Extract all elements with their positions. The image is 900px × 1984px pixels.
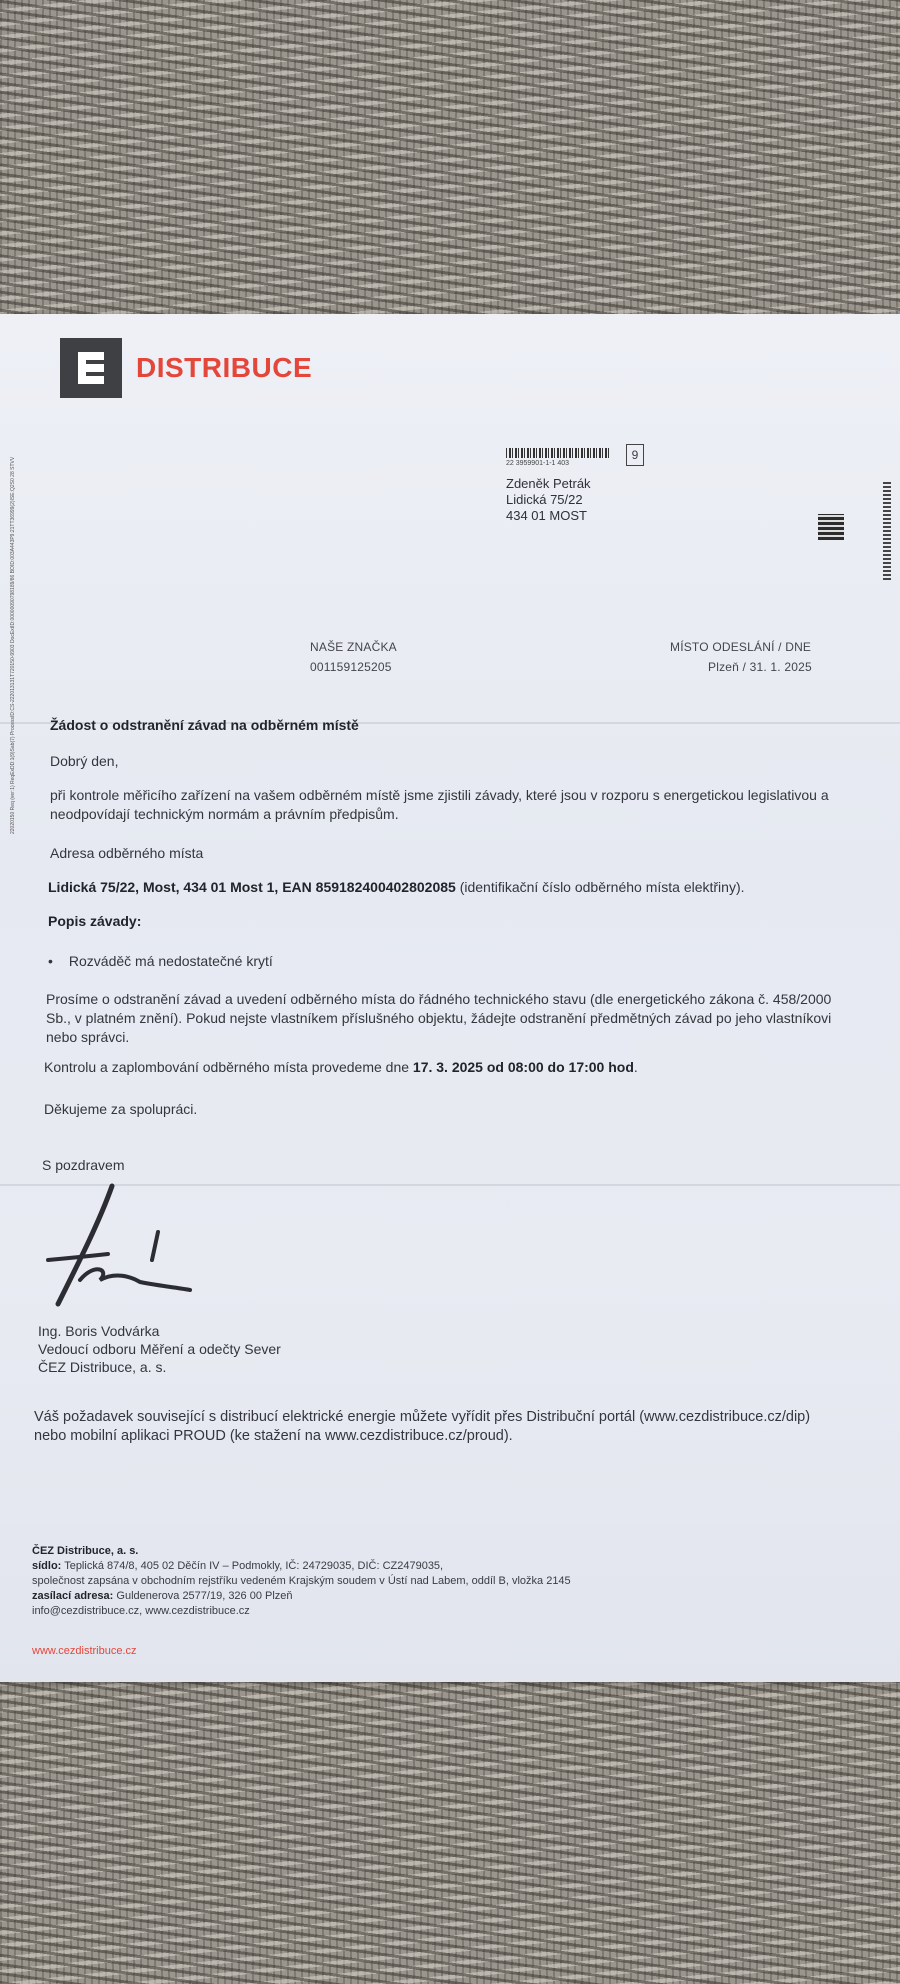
letter-subject: Žádost o odstranění závad na odběrném místě <box>50 717 359 733</box>
footer-company: ČEZ Distribuce, a. s. <box>32 1545 139 1557</box>
datamatrix-strip <box>883 480 891 580</box>
address-bold: Lidická 75/22, Most, 434 01 Most 1, EAN 859182400402802085 <box>48 879 456 895</box>
footer-contacts: info@cezdistribuce.cz, www.cezdistribuce.cz <box>32 1605 250 1617</box>
greeting: Dobrý den, <box>50 753 119 769</box>
logo-wordmark: DISTRIBUCE <box>136 352 313 383</box>
thanks: Děkujeme za spolupráci. <box>44 1101 198 1117</box>
footer-website: www.cezdistribuce.cz <box>32 1645 137 1657</box>
closing: S pozdravem <box>42 1157 125 1173</box>
footer-mail-label: zasílací adresa: <box>32 1590 114 1602</box>
request-paragraph: Prosíme o odstranění závad a uvedení odběrného místa do řádného technického stavu (dle energetického zákona č. 458/2000 Sb., v platném znění). Pokud nejste vlastníkem příslušného objektu, žádejte odstranění předmětných závad po jeho vlastníkovi nebo správci. <box>46 991 832 1045</box>
signer-role: Vedoucí odboru Měření a odečty Sever <box>38 1341 281 1357</box>
page-number-box: 9 <box>626 444 644 466</box>
barcode-number: 22 3959901-1-1 403 <box>506 460 570 467</box>
address-note: (identifikační číslo odběrného místa elektřiny). <box>455 879 745 895</box>
signer-company: ČEZ Distribuce, a. s. <box>38 1359 167 1375</box>
control-text: Kontrolu a zaplombování odběrného místa provedeme dne <box>44 1059 413 1075</box>
address-heading: Adresa odběrného místa <box>50 845 204 861</box>
footer-seat-line <box>32 1559 852 1574</box>
control-end: . <box>633 1059 638 1075</box>
defects-heading: Popis závady: <box>48 913 142 929</box>
footer-registry: společnost zapsána v obchodním rejstříku vedeném Krajským soudem v Ústí nad Labem, oddíl B, vložka 2145 <box>32 1575 571 1587</box>
company-footer <box>32 1544 852 1619</box>
signer-block <box>38 1322 281 1376</box>
side-tracking-text: 22020150 Req (ver:1) ReqExDD:1(9)Sab(7) ProcessID:CS-222013131T720150-9903 DocExtID:00000090798189/86 BOID:003A443P9:21TT36999(2)ISE:Q2S0 28 STVV <box>10 456 16 834</box>
our-ref-value: 001159125205 <box>310 660 392 674</box>
letter-sheet <box>0 314 900 1682</box>
our-ref-label: NAŠE ZNAČKA <box>310 640 397 654</box>
footer-seat: Teplická 874/8, 405 02 Děčín IV – Podmokly, IČ: 24729035, DIČ: CZ2479035, <box>61 1560 444 1572</box>
footer-mail-line <box>32 1589 852 1604</box>
signer-name: Ing. Boris Vodvárka <box>38 1323 160 1339</box>
defect-list-item <box>48 952 273 971</box>
intro-paragraph: při kontrole měřicího zařízení na vašem odběrném místě jsme zjistili závady, které jsou v rozporu s energetickou legislativou a neodpovídají technickým normám a právním předpisům. <box>50 787 829 822</box>
recipient-name: Zdeněk Petrák <box>506 476 591 491</box>
footer-mail: Guldenerova 2577/19, 326 00 Plzeň <box>113 1590 293 1602</box>
recipient-city: 434 01 MOST <box>506 508 587 523</box>
footer-seat-label: sídlo: <box>32 1560 62 1572</box>
postal-barcode <box>506 448 610 458</box>
portal-paragraph: Váš požadavek související s distribucí elektrické energie můžete vyřídit přes Distribuční portál (www.cezdistribuce.cz/dip) nebo mobilní aplikaci PROUD (ke stažení na www.cezdistribuce.cz/proud). <box>34 1409 811 1444</box>
place-date-value: Plzeň / 31. 1. 2025 <box>708 660 812 674</box>
handwritten-signature <box>40 1180 210 1310</box>
bullet: • <box>48 953 53 969</box>
recipient-street: Lidická 75/22 <box>506 492 583 507</box>
control-line <box>44 1058 864 1077</box>
control-date: 17. 3. 2025 od 08:00 do 17:00 hod <box>412 1059 634 1075</box>
address-line <box>48 878 868 897</box>
cez-logo <box>60 338 122 398</box>
qr-code <box>818 514 844 540</box>
defect-text: Rozváděč má nedostatečné krytí <box>68 953 273 969</box>
place-date-label: MÍSTO ODESLÁNÍ / DNE <box>670 640 812 654</box>
recipient-address <box>506 476 591 524</box>
